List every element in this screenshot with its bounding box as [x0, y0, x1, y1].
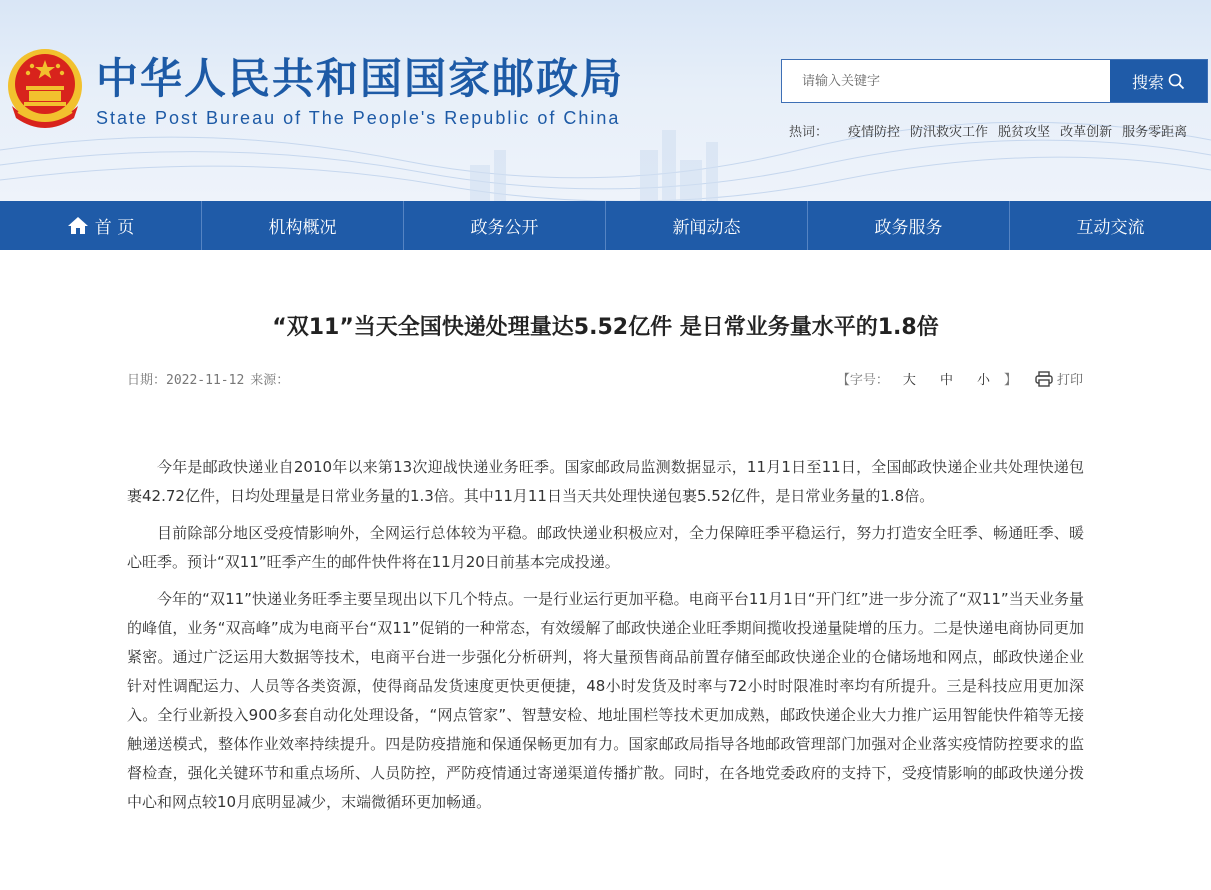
home-icon [67, 216, 89, 235]
font-size-medium-button[interactable]: 中 [939, 373, 953, 388]
article-source: 来源： [250, 373, 290, 388]
font-size-end: 】 [1003, 373, 1017, 388]
hot-word-link[interactable]: 脱贫攻坚 [998, 125, 1051, 140]
national-emblem-logo [6, 46, 84, 130]
article-paragraph: 目前除部分地区受疫情影响外，全网运行总体较为平稳。邮政快递业积极应对，全力保障旺季平稳运行，努力打造安全旺季、畅通旺季、暖心旺季。预计“双11”旺季产生的邮件快件将在11月20日前基本完成投递。 [127, 524, 1084, 571]
nav-item-label: 政务公开 [470, 218, 539, 238]
article-title: “双11”当天全国快递处理量达5.52亿件 是日常业务量水平的1.8倍 [272, 315, 939, 340]
article-body [127, 453, 1084, 825]
nav-item-label: 互动交流 [1076, 218, 1145, 238]
nav-item-home[interactable] [0, 201, 202, 250]
nav-item-news[interactable] [606, 201, 808, 250]
article-paragraph: 今年是邮政快递业自2010年以来第13次迎战快递业务旺季。国家邮政局监测数据显示，11月1日至11日，全国邮政快递企业共处理快递包裹42.72亿件，日均处理量是日常业务量的1.3倍。其中11月11日当天共处理快递包裹5.52亿件，是日常业务量的1.8倍。 [127, 458, 1084, 505]
search-input[interactable] [782, 60, 1110, 102]
site-header [0, 0, 1211, 201]
search-button-label: 搜索 [1131, 72, 1164, 92]
search-button[interactable] [1110, 60, 1207, 102]
hot-word-link[interactable]: 改革创新 [1060, 125, 1113, 140]
nav-item-label: 新闻动态 [672, 218, 741, 238]
nav-item-interaction[interactable] [1010, 201, 1211, 250]
article-tools [837, 369, 1083, 388]
nav-item-services[interactable] [808, 201, 1010, 250]
printer-icon [1035, 371, 1053, 387]
hot-word-link[interactable]: 服务零距离 [1122, 125, 1188, 140]
search-icon [1168, 73, 1185, 90]
font-size-label: 【字号： [836, 373, 889, 388]
hot-word-link[interactable]: 防汛救灾工作 [910, 125, 989, 140]
main-nav [0, 201, 1211, 250]
font-size-large-button[interactable]: 大 [902, 373, 916, 388]
nav-item-label: 首 页 [94, 218, 135, 238]
nav-item-label: 机构概况 [268, 218, 337, 238]
print-button[interactable] [1035, 369, 1083, 388]
article-meta [127, 369, 289, 388]
nav-item-label: 政务服务 [874, 218, 943, 238]
print-label: 打印 [1056, 373, 1083, 388]
site-subtitle: State Post Bureau of The People's Republic of China [96, 108, 621, 128]
hot-words [789, 121, 1187, 140]
nav-item-government-affairs[interactable] [404, 201, 606, 250]
hot-word-link[interactable]: 疫情防控 [848, 125, 901, 140]
font-size-small-button[interactable]: 小 [976, 373, 990, 388]
article-date: 日期：2022-11-12 [127, 373, 245, 388]
nav-item-organization[interactable] [202, 201, 404, 250]
hot-words-label: 热词： [789, 125, 829, 140]
search-box [781, 59, 1208, 103]
site-title: 中华人民共和国国家邮政局 [96, 54, 625, 103]
article-paragraph: 今年的“双11”快递业务旺季主要呈现出以下几个特点。一是行业运行更加平稳。电商平台11月1日“开门红”进一步分流了“双11”当天业务量的峰值，业务“双高峰”成为电商平台“双11”促销的一种常态，有效缓解了邮政快递企业旺季期间揽收投递量陡增的压力。二是快递电商协同更加紧密。通过广泛运用大数据等技术，电商平台进一步强化分析研判，将大量预售商品前置存储至邮政快递企业的仓储场地和网点，邮政快递企业针对性调配运力、人员等各类资源，使得商品发货速度更快更便捷，48小时发货及时率与72小时时限准时率均有所提升。三是科技应用更加深入。全行业新投入900多套自动化处理设备，“网点管家”、智慧安检、地址围栏等技术更加成熟，邮政快递企业大力推广运用智能快件箱等无接触递送模式，整体作业效率持续提升。四是防疫措施和保通保畅更加有力。国家邮政局指导各地邮政管理部门加强对企业落实疫情防控要求的监督检查，强化关键环节和重点场所、人员防控，严防疫情通过寄递渠道传播扩散。同时，在各地党委政府的支持下，受疫情影响的邮政快递分拨中心和网点较10月底明显减少，末端微循环更加畅通。 [127, 590, 1084, 811]
